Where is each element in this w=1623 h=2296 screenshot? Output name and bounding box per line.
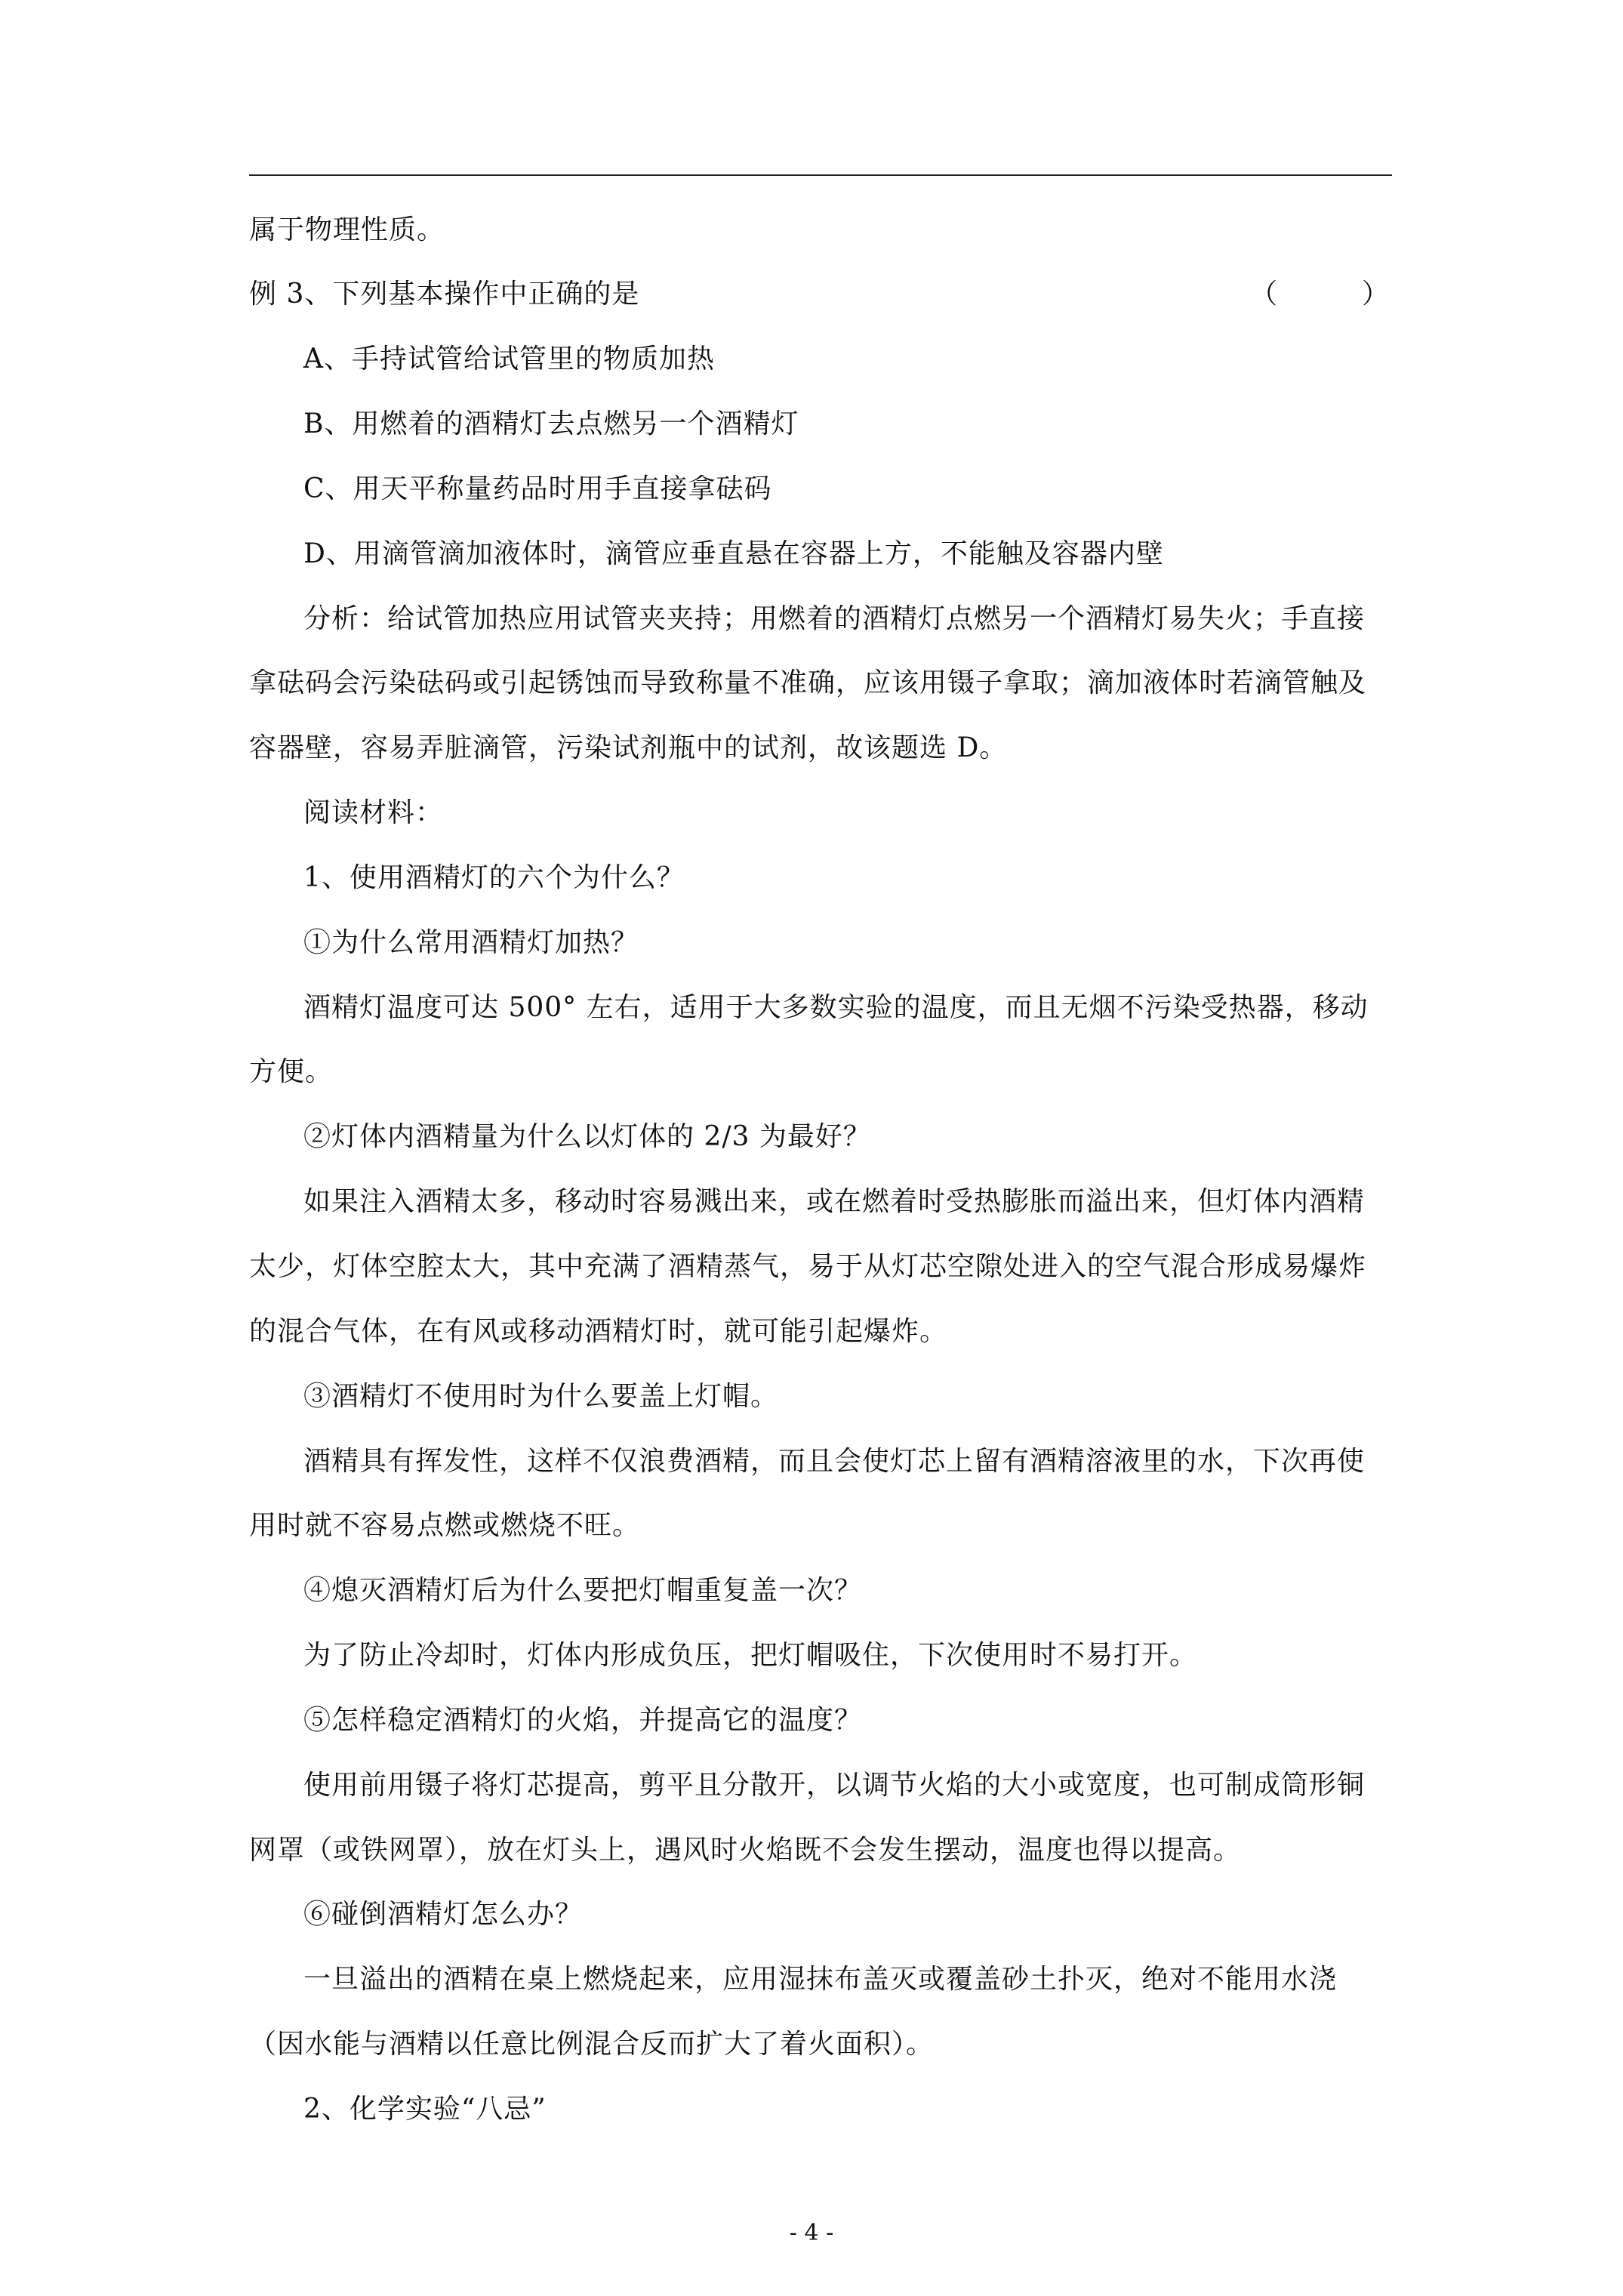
option-c: C、用天平称量药品时用手直接拿砝码 xyxy=(303,473,772,504)
sub-question: ②灯体内酒精量为什么以灯体的 2/3 为最好？ xyxy=(303,1121,871,1152)
answer-line: 如果注入酒精太多，移动时容易溅出来，或在燃着时受热膨胀而溢出来，但灯体内酒精 xyxy=(303,1186,1366,1217)
answer-line: 一旦溢出的酒精在桌上燃烧起来，应用湿抹布盖灭或覆盖砂土扑灭，绝对不能用水浇 xyxy=(303,1964,1338,1995)
reading-heading: 阅读材料： xyxy=(303,797,444,828)
section-heading: 2、化学实验“八忌” xyxy=(303,2094,547,2125)
question-text: 例 3、下列基本操作中正确的是 xyxy=(249,279,640,310)
answer-blank: （ ） xyxy=(1250,279,1390,310)
header-rule xyxy=(249,174,1392,176)
answer-line: 的混合气体，在有风或移动酒精灯时，就可能引起爆炸。 xyxy=(249,1316,948,1347)
answer-line: （因水能与酒精以任意比例混合反而扩大了着火面积）。 xyxy=(249,2029,935,2060)
option-a: A、手持试管给试管里的物质加热 xyxy=(303,344,715,374)
sub-question: ⑤怎样稳定酒精灯的火焰，并提高它的温度？ xyxy=(303,1705,863,1736)
sub-question: ①为什么常用酒精灯加热？ xyxy=(303,927,639,958)
sub-question: ④熄灭酒精灯后为什么要把灯帽重复盖一次？ xyxy=(303,1575,863,1606)
text-line: 属于物理性质。 xyxy=(249,214,445,245)
option-d: D、用滴管滴加液体时，滴管应垂直悬在容器上方，不能触及容器内壁 xyxy=(303,538,1164,569)
answer-line: 为了防止冷却时，灯体内形成负压，把灯帽吸住，下次使用时不易打开。 xyxy=(303,1640,1198,1671)
page-number: - 4 - xyxy=(789,2220,834,2246)
answer-line: 方便。 xyxy=(249,1056,334,1087)
option-b: B、用燃着的酒精灯去点燃另一个酒精灯 xyxy=(303,408,799,439)
question-row xyxy=(249,278,1390,311)
answer-line: 酒精灯温度可达 500° 左右，适用于大多数实验的温度，而且无烟不污染受热器，移动 xyxy=(303,992,1369,1023)
analysis-line: 拿砝码会污染砝码或引起锈蚀而导致称量不准确，应该用镊子拿取；滴加液体时若滴管触及 xyxy=(249,667,1367,698)
section-heading: 1、使用酒精灯的六个为什么？ xyxy=(303,862,685,893)
answer-line: 使用前用镊子将灯芯提高，剪平且分散开，以调节火焰的大小或宽度，也可制成筒形铜 xyxy=(303,1770,1366,1801)
sub-question: ③酒精灯不使用时为什么要盖上灯帽。 xyxy=(303,1381,779,1412)
answer-line: 用时就不容易点燃或燃烧不旺。 xyxy=(249,1510,641,1541)
analysis-line: 容器壁，容易弄脏滴管，污染试剂瓶中的试剂，故该题选 D。 xyxy=(249,732,1008,763)
answer-line: 酒精具有挥发性，这样不仅浪费酒精，而且会使灯芯上留有酒精溶液里的水，下次再使 xyxy=(303,1446,1366,1477)
answer-line: 网罩（或铁网罩），放在灯头上，遇风时火焰既不会发生摆动，温度也得以提高。 xyxy=(249,1835,1242,1866)
answer-line: 太少，灯体空腔太大，其中充满了酒精蒸气，易于从灯芯空隙处进入的空气混合形成易爆炸 xyxy=(249,1251,1367,1282)
sub-question: ⑥碰倒酒精灯怎么办？ xyxy=(303,1899,584,1930)
analysis-line: 分析：给试管加热应用试管夹夹持；用燃着的酒精灯点燃另一个酒精灯易失火；手直接 xyxy=(303,603,1366,634)
